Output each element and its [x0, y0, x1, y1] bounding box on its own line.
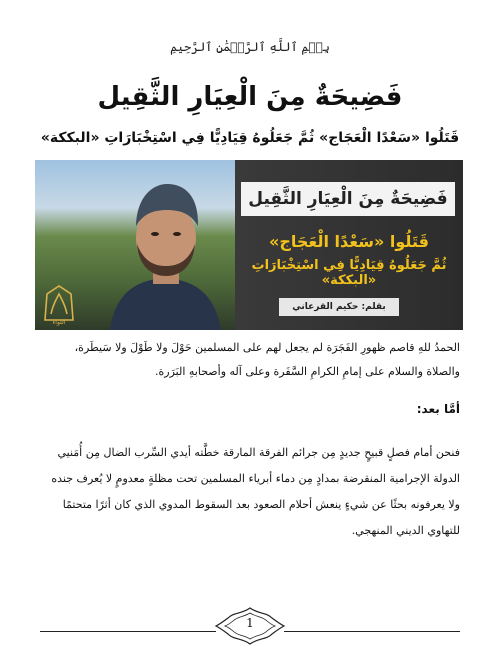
publisher-logo-icon — [37, 280, 81, 326]
section-heading: أمَّا بعد: — [416, 402, 460, 416]
footer-rule-left — [40, 631, 216, 632]
opening-paragraph: الحمدُ للهِ قاصم ظهورِ الفَجَرَة لم يجعل لهم على المسلمين حَوْلَ ولا طَوْلَ ولا سَيطَرة، والصلاة والسلام على إمامِ الكرامِ السَّفَرة وعلى آله وأصحابهِ البَرَرة. — [74, 341, 460, 378]
page-number: 1 — [246, 616, 254, 630]
logo-lettering: اللواء — [52, 319, 66, 326]
footer-rule-right — [284, 631, 460, 632]
banner-author: بقلم: حكيم القرعاني — [279, 298, 399, 316]
body-paragraph: فنحن أمام فصلٍ قبيحٍ جديدٍ مِن جرائم الفرقة المارقة خطَّته أيدي السِّرب الضال مِن أُمَنيي الدولة الإجرامية المنقرضة بمدادٍ مِن دماء أبرياء المسلمين تحت مظلةٍ معدومٍ لا يُعرف جنده ولا يعرفونه بحثًا عن شيءٍ ينعش أحلام الصعود بعد السقوط المدوي الذي كان أثرًا متحتمًا للتهاوي الديني المنهجي. — [51, 446, 460, 537]
person-portrait — [105, 176, 225, 330]
banner-subheadline: ثُمَّ جَعَلُوهُ قِيَادِيًّا فِي اسْتِخْبَارَاتِ «البككة» — [251, 258, 447, 288]
banner-headline: قَتَلُوا «سَعْدًا الْعَجَاج» — [269, 232, 429, 251]
page-subtitle: قَتَلُوا «سَعْدًا الْعَجَاج» ثُمَّ جَعَلُوهُ قِيَادِيًّا فِي اسْتِخْبَارَاتِ «البككة» — [40, 130, 460, 146]
banner-title: فَضِيحَةٌ مِنَ الْعِيَارِ الثَّقِيل — [241, 182, 455, 216]
basmala: بِسۡمِ ٱللَّهِ ٱلرَّحۡمَٰنِ ٱلرَّحِيمِ — [170, 40, 330, 54]
cover-banner — [35, 160, 463, 330]
page-title: فَضِيحَةٌ مِنَ الْعِيَارِ الثَّقِيل — [97, 82, 403, 112]
